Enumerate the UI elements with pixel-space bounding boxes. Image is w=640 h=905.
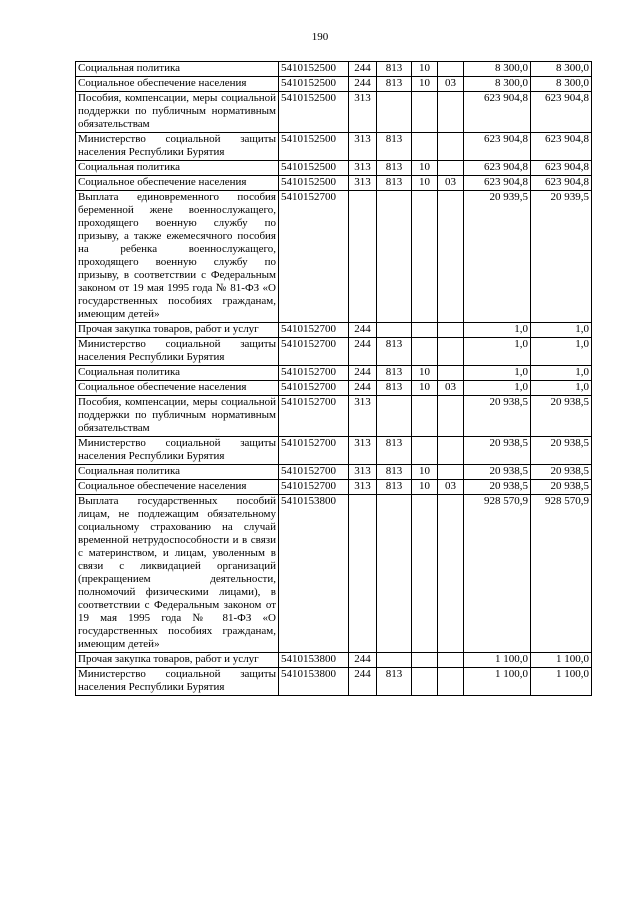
target-article-code: 5410153800: [279, 653, 349, 668]
section-code: 10: [412, 62, 438, 77]
expense-type-code: 313: [349, 176, 377, 191]
administrator-code: 813: [377, 480, 412, 495]
table-row: [76, 92, 592, 133]
row-name: Министерство социальной защиты населения Республики Бурятия: [76, 668, 279, 696]
table-row: [76, 161, 592, 176]
administrator-code: [377, 653, 412, 668]
section-code: 10: [412, 381, 438, 396]
section-code: [412, 668, 438, 696]
subsection-code: [438, 161, 464, 176]
row-name: Прочая закупка товаров, работ и услуг: [76, 323, 279, 338]
row-name: Социальное обеспечение населения: [76, 176, 279, 191]
section-code: 10: [412, 465, 438, 480]
subsection-code: [438, 396, 464, 437]
section-code: [412, 396, 438, 437]
administrator-code: 813: [377, 668, 412, 696]
budget-table: [75, 61, 592, 696]
amount-second: 8 300,0: [531, 62, 592, 77]
target-article-code: 5410152500: [279, 92, 349, 133]
row-name: Социальная политика: [76, 366, 279, 381]
amount-first: 1 100,0: [464, 653, 531, 668]
row-name: Выплата единовременного пособия беременной жене военнослужащего, проходящего военную службу по призыву, а также ежемесячного пособия на ребенка военнослужащего, проходящего военную службу по призыву, в соответствии с Федеральным законом от 19 мая 1995 года № 81-ФЗ «О государственных пособиях гражданам, имеющим детей»: [76, 191, 279, 323]
administrator-code: 813: [377, 133, 412, 161]
amount-second: 623 904,8: [531, 92, 592, 133]
section-code: 10: [412, 176, 438, 191]
expense-type-code: 313: [349, 92, 377, 133]
expense-type-code: 313: [349, 437, 377, 465]
administrator-code: 813: [377, 465, 412, 480]
amount-first: 20 938,5: [464, 465, 531, 480]
subsection-code: [438, 437, 464, 465]
section-code: 10: [412, 480, 438, 495]
subsection-code: [438, 653, 464, 668]
row-name: Министерство социальной защиты населения Республики Бурятия: [76, 133, 279, 161]
expense-type-code: 313: [349, 396, 377, 437]
subsection-code: [438, 133, 464, 161]
administrator-code: 813: [377, 437, 412, 465]
row-name: Социальная политика: [76, 62, 279, 77]
section-code: [412, 338, 438, 366]
section-code: [412, 323, 438, 338]
subsection-code: 03: [438, 480, 464, 495]
budget-table-body: [76, 62, 592, 696]
subsection-code: [438, 465, 464, 480]
target-article-code: 5410152500: [279, 62, 349, 77]
administrator-code: 813: [377, 381, 412, 396]
row-name: Пособия, компенсации, меры социальной поддержки по публичным нормативным обязательствам: [76, 92, 279, 133]
table-row: [76, 495, 592, 653]
administrator-code: 813: [377, 176, 412, 191]
expense-type-code: 244: [349, 323, 377, 338]
row-name: Прочая закупка товаров, работ и услуг: [76, 653, 279, 668]
table-row: [76, 191, 592, 323]
target-article-code: 5410152700: [279, 480, 349, 495]
subsection-code: [438, 191, 464, 323]
amount-second: 20 938,5: [531, 437, 592, 465]
administrator-code: [377, 323, 412, 338]
amount-second: 20 938,5: [531, 480, 592, 495]
target-article-code: 5410152700: [279, 381, 349, 396]
amount-second: 1 100,0: [531, 668, 592, 696]
subsection-code: 03: [438, 176, 464, 191]
amount-first: 20 938,5: [464, 437, 531, 465]
amount-second: 1,0: [531, 338, 592, 366]
amount-first: 623 904,8: [464, 92, 531, 133]
table-row: [76, 133, 592, 161]
expense-type-code: 313: [349, 480, 377, 495]
row-name: Социальное обеспечение населения: [76, 77, 279, 92]
amount-second: 20 939,5: [531, 191, 592, 323]
amount-first: 8 300,0: [464, 77, 531, 92]
amount-first: 623 904,8: [464, 176, 531, 191]
table-row: [76, 437, 592, 465]
target-article-code: 5410152700: [279, 396, 349, 437]
subsection-code: [438, 323, 464, 338]
subsection-code: [438, 668, 464, 696]
section-code: [412, 191, 438, 323]
section-code: [412, 92, 438, 133]
table-row: [76, 653, 592, 668]
row-name: Министерство социальной защиты населения Республики Бурятия: [76, 338, 279, 366]
target-article-code: 5410153800: [279, 495, 349, 653]
amount-first: 20 938,5: [464, 396, 531, 437]
target-article-code: 5410152500: [279, 77, 349, 92]
amount-first: 20 939,5: [464, 191, 531, 323]
row-name: Социальное обеспечение населения: [76, 480, 279, 495]
table-row: [76, 338, 592, 366]
subsection-code: 03: [438, 77, 464, 92]
target-article-code: 5410152500: [279, 133, 349, 161]
target-article-code: 5410152500: [279, 161, 349, 176]
amount-first: 20 938,5: [464, 480, 531, 495]
administrator-code: [377, 92, 412, 133]
section-code: [412, 653, 438, 668]
row-name: Министерство социальной защиты населения Республики Бурятия: [76, 437, 279, 465]
table-row: [76, 480, 592, 495]
amount-second: 623 904,8: [531, 176, 592, 191]
amount-second: 8 300,0: [531, 77, 592, 92]
table-row: [76, 396, 592, 437]
target-article-code: 5410152700: [279, 191, 349, 323]
subsection-code: 03: [438, 381, 464, 396]
administrator-code: 813: [377, 77, 412, 92]
amount-first: 1,0: [464, 338, 531, 366]
amount-second: 928 570,9: [531, 495, 592, 653]
target-article-code: 5410152700: [279, 465, 349, 480]
target-article-code: 5410152700: [279, 338, 349, 366]
amount-first: 623 904,8: [464, 133, 531, 161]
target-article-code: 5410152700: [279, 437, 349, 465]
administrator-code: [377, 396, 412, 437]
target-article-code: 5410152700: [279, 323, 349, 338]
table-row: [76, 668, 592, 696]
amount-first: 1,0: [464, 323, 531, 338]
administrator-code: 813: [377, 62, 412, 77]
table-row: [76, 176, 592, 191]
subsection-code: [438, 366, 464, 381]
subsection-code: [438, 92, 464, 133]
expense-type-code: 313: [349, 133, 377, 161]
administrator-code: 813: [377, 366, 412, 381]
expense-type-code: 313: [349, 465, 377, 480]
amount-first: 8 300,0: [464, 62, 531, 77]
section-code: 10: [412, 161, 438, 176]
expense-type-code: [349, 191, 377, 323]
amount-first: 1,0: [464, 366, 531, 381]
expense-type-code: 244: [349, 338, 377, 366]
expense-type-code: 244: [349, 668, 377, 696]
amount-first: 928 570,9: [464, 495, 531, 653]
table-row: [76, 366, 592, 381]
expense-type-code: 244: [349, 77, 377, 92]
amount-second: 20 938,5: [531, 396, 592, 437]
section-code: [412, 133, 438, 161]
section-code: [412, 437, 438, 465]
amount-first: 623 904,8: [464, 161, 531, 176]
subsection-code: [438, 495, 464, 653]
table-row: [76, 62, 592, 77]
target-article-code: 5410152500: [279, 176, 349, 191]
section-code: 10: [412, 366, 438, 381]
amount-second: 1,0: [531, 366, 592, 381]
table-row: [76, 465, 592, 480]
amount-first: 1 100,0: [464, 668, 531, 696]
expense-type-code: [349, 495, 377, 653]
table-row: [76, 77, 592, 92]
administrator-code: [377, 495, 412, 653]
row-name: Выплата государственных пособий лицам, не подлежащим обязательному социальному страхованию на случай временной нетрудоспособности и в связи с материнством, и лицам, уволенным в связи с ликвидацией организаций (прекращением деятельности, полномочий физическими лицами), в соответствии с Федеральным законом от 19 мая 1995 года № 81-ФЗ «О государственных пособиях гражданам, имеющим детей»: [76, 495, 279, 653]
amount-second: 623 904,8: [531, 161, 592, 176]
administrator-code: 813: [377, 338, 412, 366]
amount-second: 1 100,0: [531, 653, 592, 668]
section-code: 10: [412, 77, 438, 92]
expense-type-code: 313: [349, 161, 377, 176]
expense-type-code: 244: [349, 653, 377, 668]
amount-second: 1,0: [531, 323, 592, 338]
amount-second: 20 938,5: [531, 465, 592, 480]
amount-first: 1,0: [464, 381, 531, 396]
section-code: [412, 495, 438, 653]
expense-type-code: 244: [349, 366, 377, 381]
table-row: [76, 323, 592, 338]
target-article-code: 5410152700: [279, 366, 349, 381]
administrator-code: 813: [377, 161, 412, 176]
row-name: Социальная политика: [76, 465, 279, 480]
expense-type-code: 244: [349, 381, 377, 396]
subsection-code: [438, 62, 464, 77]
administrator-code: [377, 191, 412, 323]
row-name: Социальное обеспечение населения: [76, 381, 279, 396]
table-row: [76, 381, 592, 396]
page-number: 190: [311, 31, 329, 43]
amount-second: 623 904,8: [531, 133, 592, 161]
expense-type-code: 244: [349, 62, 377, 77]
row-name: Пособия, компенсации, меры социальной поддержки по публичным нормативным обязательствам: [76, 396, 279, 437]
subsection-code: [438, 338, 464, 366]
row-name: Социальная политика: [76, 161, 279, 176]
amount-second: 1,0: [531, 381, 592, 396]
target-article-code: 5410153800: [279, 668, 349, 696]
